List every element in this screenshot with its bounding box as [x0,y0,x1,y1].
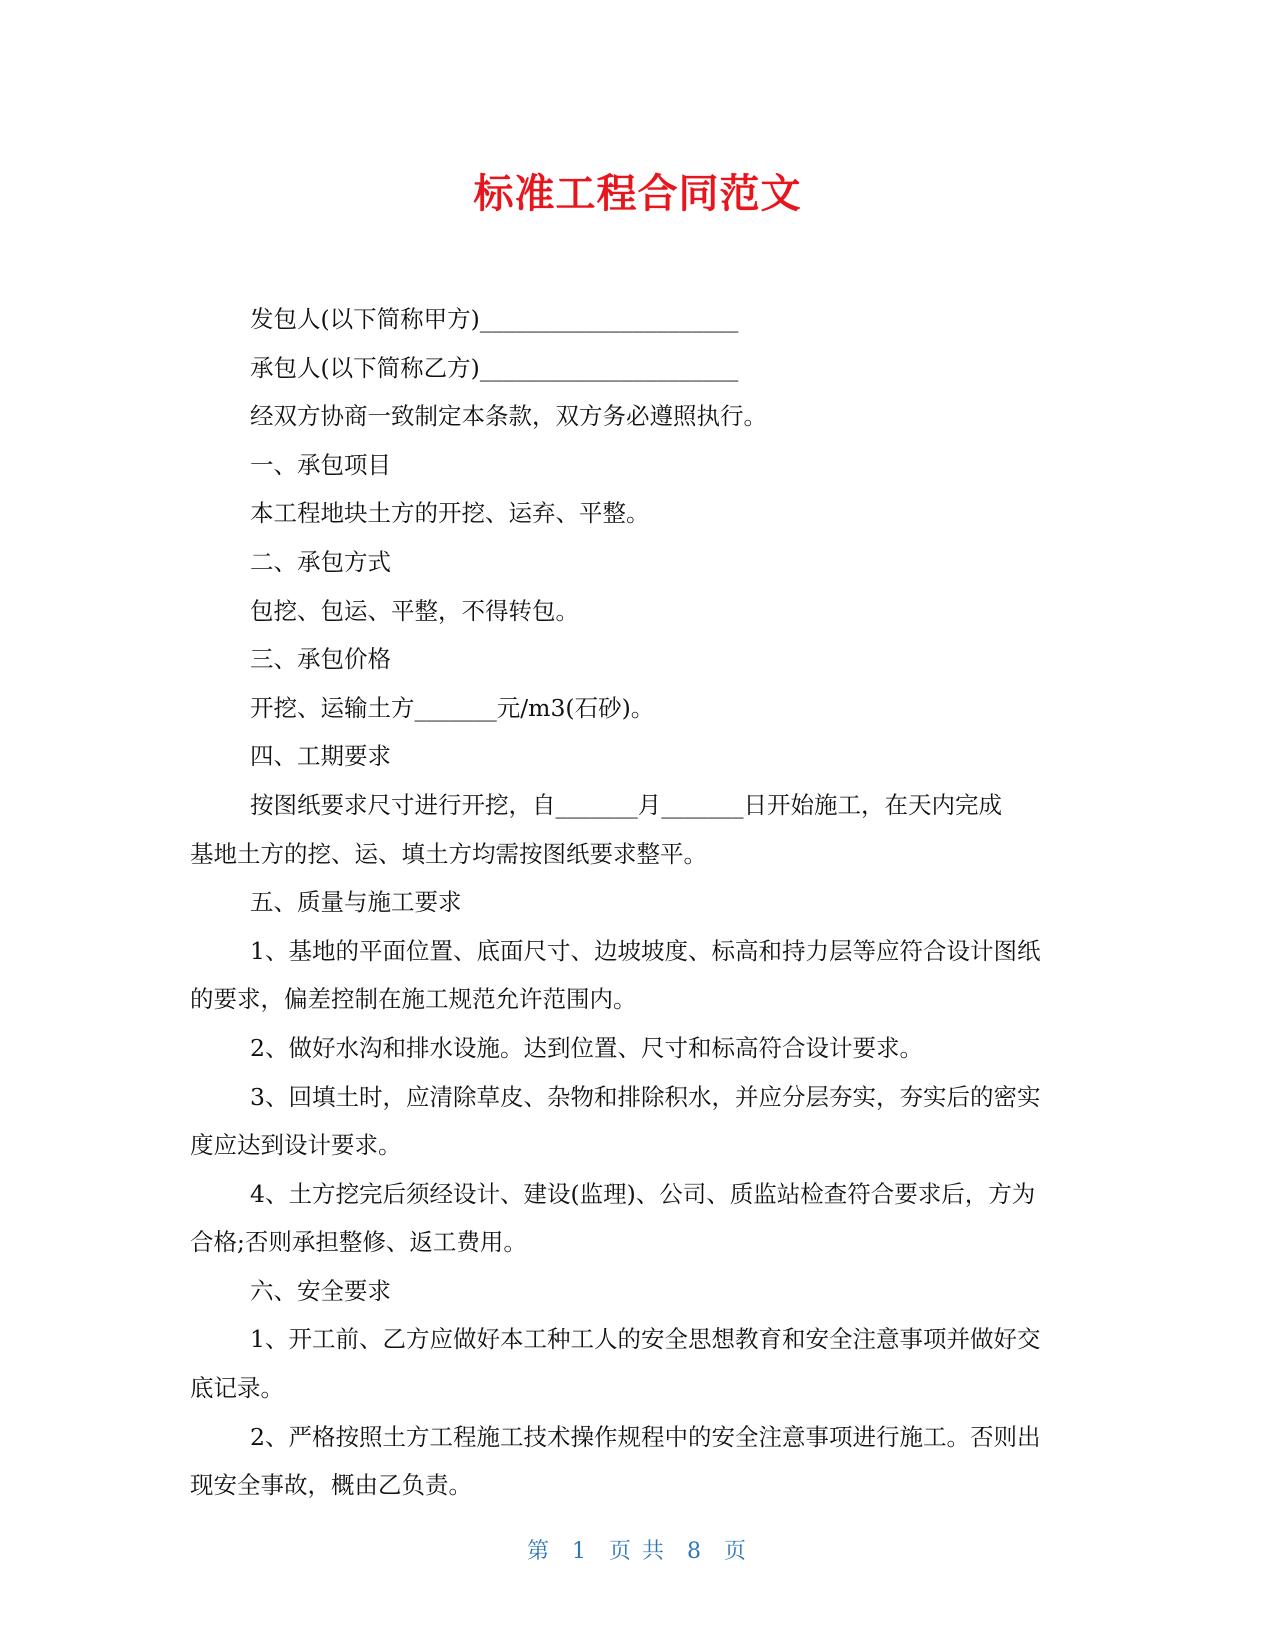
paragraph-line: 2、做好水沟和排水设施。达到位置、尺寸和标高符合设计要求。 [250,1033,923,1062]
paragraph-line: 底记录。 [190,1374,284,1403]
paragraph-line: 发包人(以下简称甲方)______________________ [250,305,739,333]
paragraph-line: 2、严格按照土方工程施工技术操作规程中的安全注意事项进行施工。否则出 [250,1422,1041,1451]
paragraph-line: 合格;否则承担整修、返工费用。 [190,1228,527,1257]
document-body [190,295,1090,1510]
section-heading: 六、安全要求 [250,1276,391,1305]
section-heading: 五、质量与施工要求 [250,888,462,917]
paragraph-line: 1、开工前、乙方应做好本工种工人的安全思想教育和安全注意事项并做好交 [250,1325,1041,1354]
section-heading: 四、工期要求 [250,742,391,771]
page-footer [0,1537,1275,1567]
section-heading: 三、承包价格 [250,645,391,674]
paragraph-line: 基地土方的挖、运、填土方均需按图纸要求整平。 [190,839,707,868]
paragraph-line: 度应达到设计要求。 [190,1131,402,1160]
paragraph-line: 本工程地块土方的开挖、运弃、平整。 [250,499,650,528]
footer-total-pages: 8 [687,1539,703,1564]
paragraph-line: 按图纸要求尺寸进行开挖，自_______月_______日开始施工，在天内完成 [250,790,1002,819]
footer-suffix: 页 [724,1539,749,1564]
paragraph-line: 经双方协商一致制定本条款，双方务必遵照执行。 [250,402,767,431]
paragraph-line: 1、基地的平面位置、底面尺寸、边坡坡度、标高和持力层等应符合设计图纸 [250,936,1041,965]
paragraph-line: 3、回填土时，应清除草皮、杂物和排除积水，并应分层夯实，夯实后的密实 [250,1082,1041,1111]
paragraph-line: 开挖、运输土方_______元/m3(石砂)。 [250,693,655,722]
footer-prefix: 第 [526,1539,551,1564]
paragraph-line: 4、土方挖完后须经设计、建设(监理)、公司、质监站检查符合要求后，方为 [250,1179,1036,1208]
paragraph-line: 包挖、包运、平整，不得转包。 [250,596,579,625]
paragraph-line: 现安全事故，概由乙负责。 [190,1471,472,1500]
paragraph-line: 承包人(以下简称乙方)______________________ [250,353,739,382]
section-heading: 一、承包项目 [250,450,391,479]
section-heading: 二、承包方式 [250,547,391,576]
footer-page-number: 1 [572,1539,588,1564]
footer-mid: 页 共 [609,1539,666,1564]
paragraph-line: 的要求，偏差控制在施工规范允许范围内。 [190,985,637,1014]
document-title: 标准工程合同范文 [473,171,802,217]
